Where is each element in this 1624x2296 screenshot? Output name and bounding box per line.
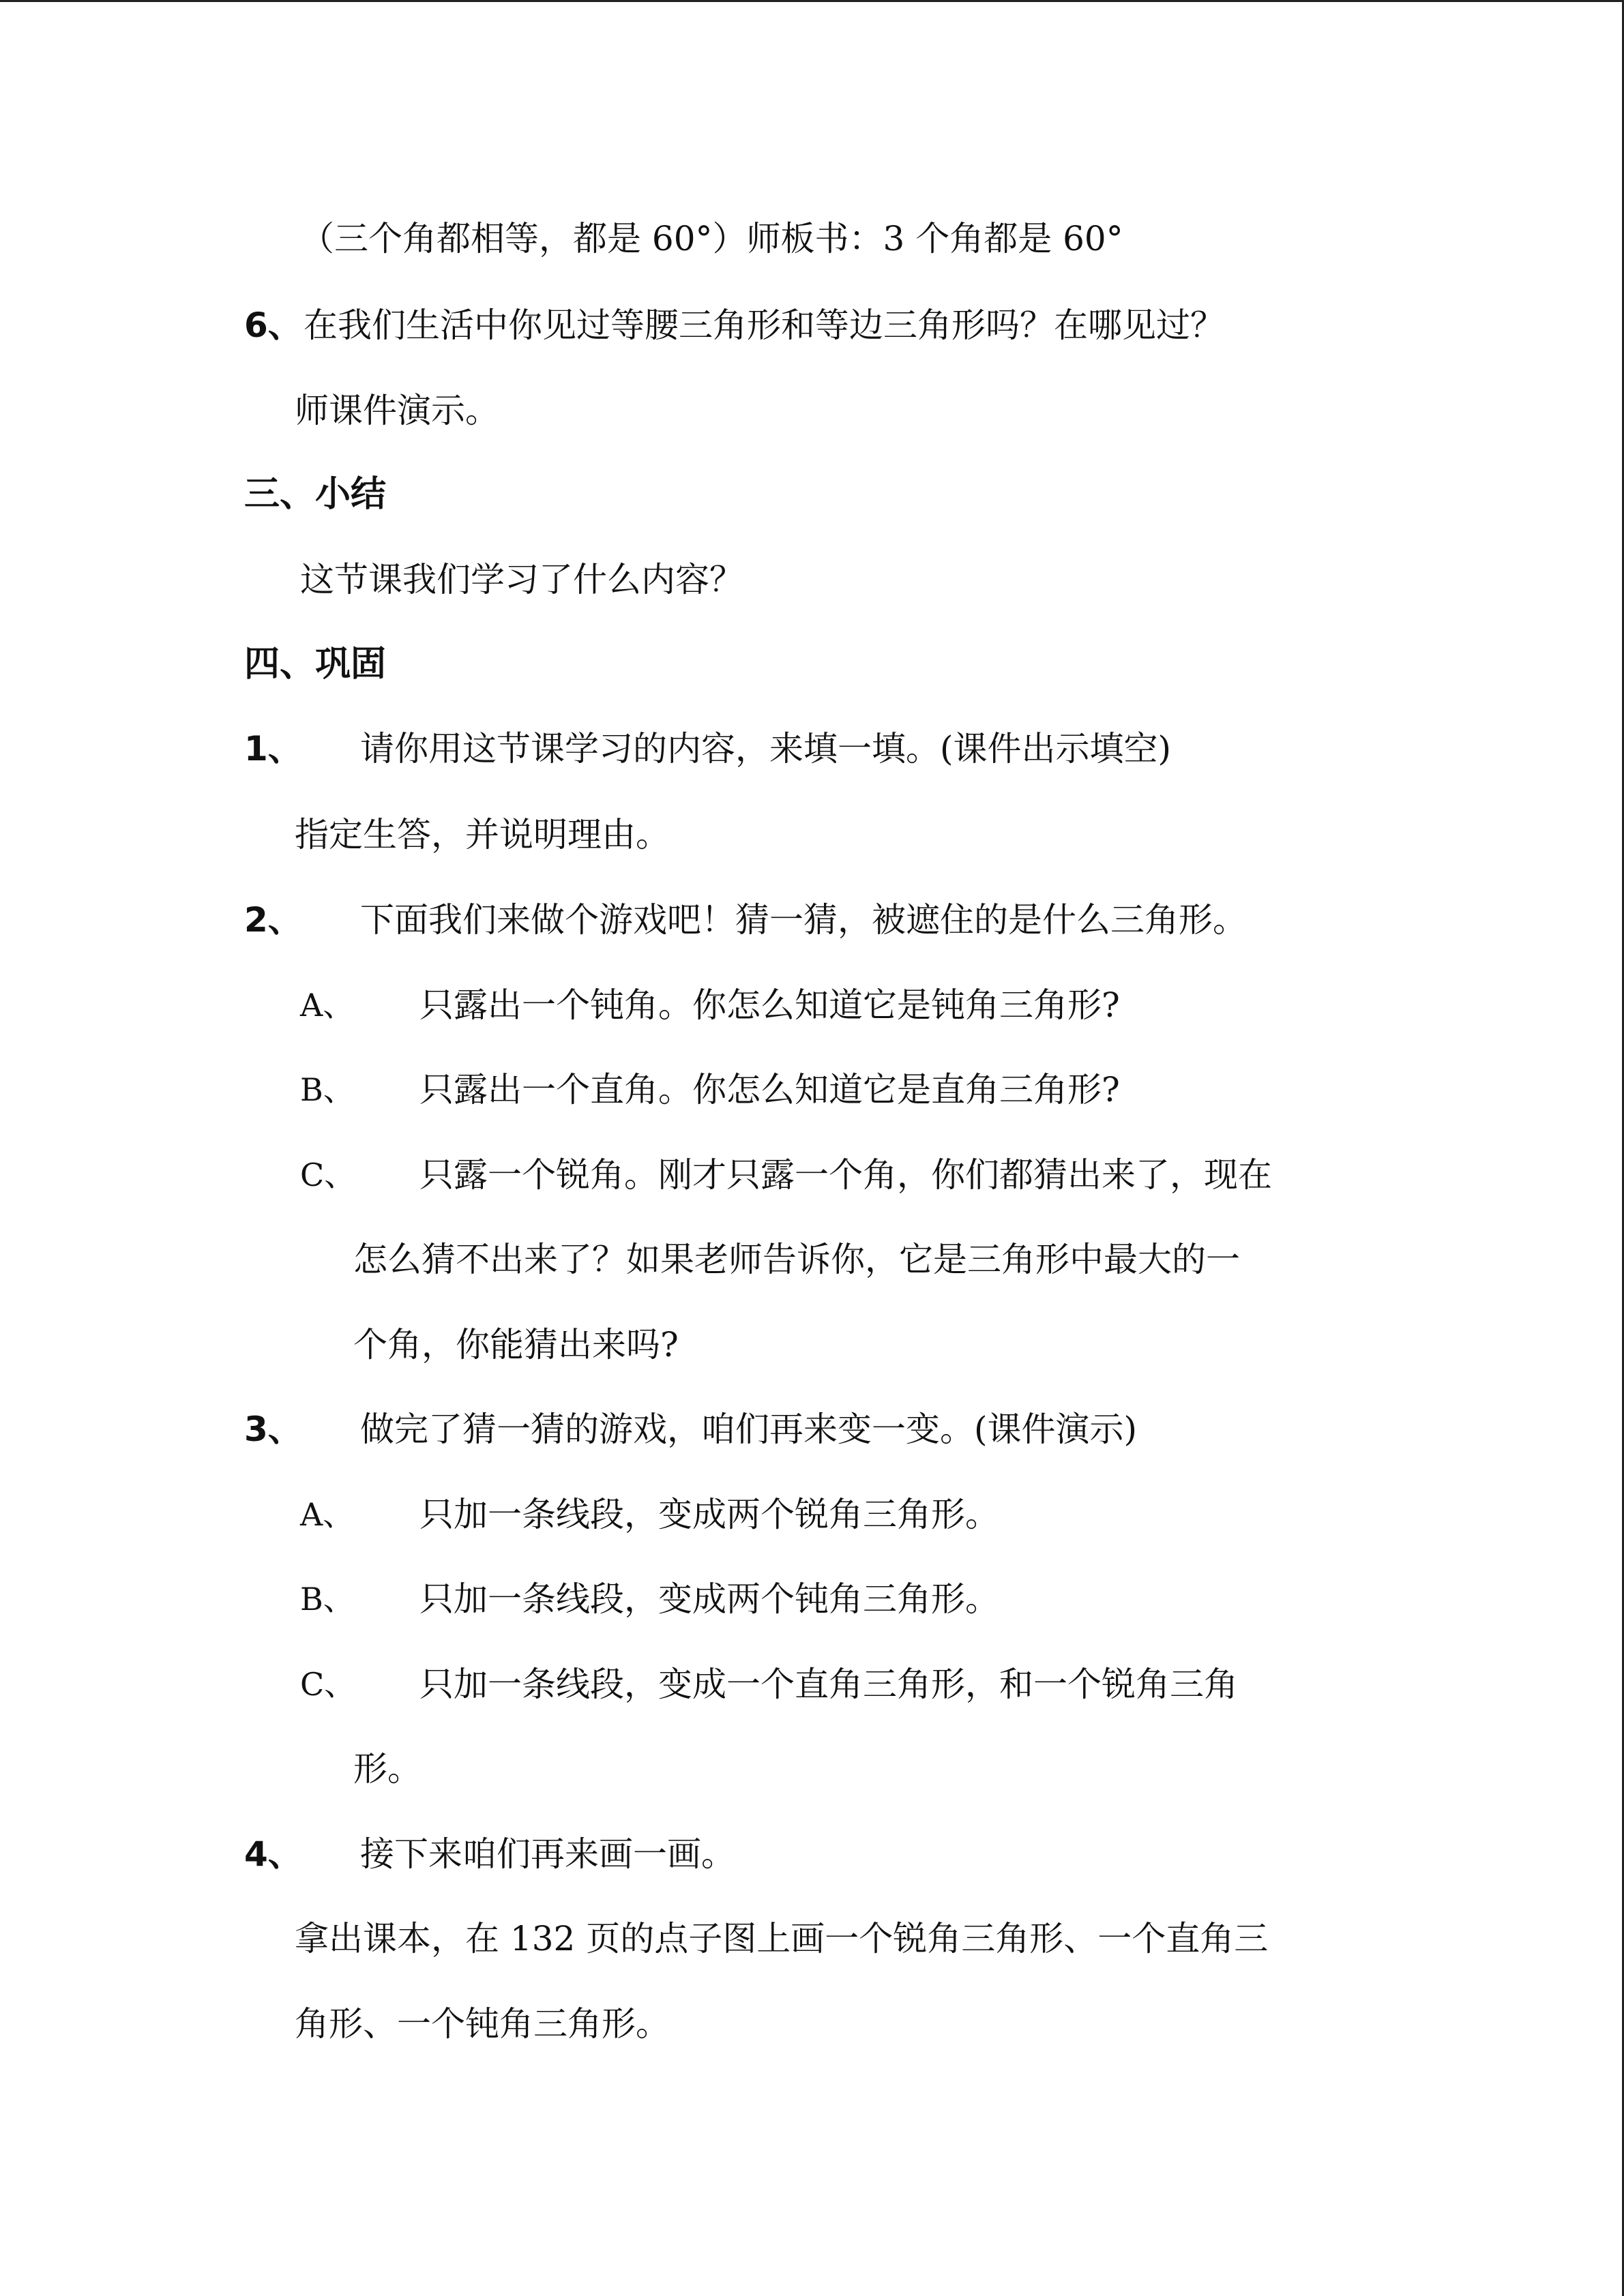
paragraph-line: 只露出一个直角。你怎么知道它是直角三角形? bbox=[419, 1070, 1120, 1109]
paragraph-line: 只露出一个钝角。你怎么知道它是钝角三角形? bbox=[419, 985, 1120, 1025]
paragraph-line: 只加一条线段，变成两个钝角三角形。 bbox=[419, 1579, 999, 1619]
paragraph-line: 师课件演示。 bbox=[295, 391, 499, 430]
paragraph-line: 只露一个锐角。刚才只露一个角，你们都猜出来了，现在 bbox=[419, 1155, 1272, 1195]
sub-item-label: C、 bbox=[300, 1666, 356, 1703]
paragraph-line: 个角，你能猜出来吗? bbox=[353, 1325, 679, 1365]
sub-item-label: B、 bbox=[300, 1071, 355, 1108]
paragraph-line: （三个角都相等，都是 60°）师板书：3 个角都是 60° bbox=[300, 219, 1123, 258]
paragraph-line: 下面我们来做个游戏吧！猜一猜，被遮住的是什么三角形。 bbox=[360, 900, 1247, 940]
paragraph-line: 只加一条线段，变成一个直角三角形，和一个锐角三角 bbox=[419, 1665, 1238, 1704]
paragraph-line: 接下来咱们再来画一画。 bbox=[360, 1834, 735, 1874]
sub-item-label: A、 bbox=[300, 987, 355, 1024]
section-heading: 三、小结 bbox=[244, 474, 387, 515]
paragraph-line: 指定生答，并说明理由。 bbox=[295, 815, 670, 854]
paragraph-line: 做完了猜一猜的游戏，咱们再来变一变。(课件演示) bbox=[360, 1410, 1138, 1449]
paragraph-line: 怎么猜不出来了？如果老师告诉你，它是三角形中最大的一 bbox=[353, 1240, 1240, 1279]
paragraph-line: 在我们生活中你见过等腰三角形和等边三角形吗？在哪见过？ bbox=[304, 305, 1224, 345]
item-number: 6、 bbox=[244, 305, 302, 345]
item-number: 4、 bbox=[244, 1834, 302, 1874]
top-border bbox=[0, 0, 1624, 2]
item-number: 1、 bbox=[244, 729, 302, 769]
paragraph-line: 请你用这节课学习的内容，来填一填。(课件出示填空) bbox=[360, 729, 1172, 769]
item-number: 2、 bbox=[244, 900, 302, 940]
paragraph-line: 只加一条线段，变成两个锐角三角形。 bbox=[419, 1495, 999, 1534]
paragraph-line: 角形、一个钝角三角形。 bbox=[295, 2004, 670, 2044]
paragraph-line: 拿出课本，在 132 页的点子图上画一个锐角三角形、一个直角三 bbox=[295, 1919, 1269, 1958]
item-number: 3、 bbox=[244, 1410, 302, 1449]
sub-item-label: A、 bbox=[300, 1496, 355, 1533]
sub-item-label: C、 bbox=[300, 1157, 356, 1193]
paragraph-line: 这节课我们学习了什么内容？ bbox=[300, 560, 743, 599]
paragraph-line: 形。 bbox=[353, 1749, 422, 1789]
section-heading: 四、巩固 bbox=[244, 644, 387, 685]
sub-item-label: B、 bbox=[300, 1581, 355, 1617]
